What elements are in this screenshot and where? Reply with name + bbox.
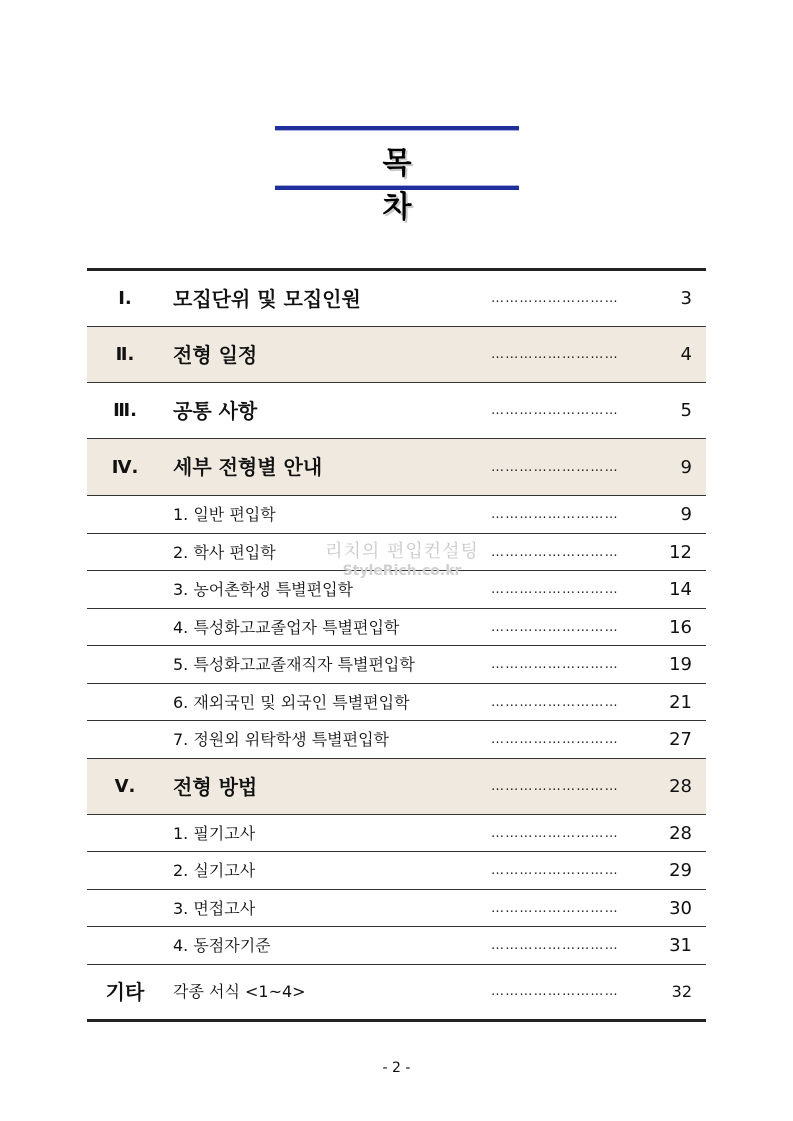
watermark-line2: StyleRich.co.kr — [342, 563, 462, 579]
toc-subentry[interactable] — [87, 852, 706, 890]
toc-entry-label: 전형 일정 — [173, 343, 258, 367]
toc-entry-number: Ⅱ. — [115, 344, 135, 365]
toc-entry-dot-leader: ……………………… — [491, 779, 619, 794]
toc-entry-dot-leader: ……………………… — [491, 460, 619, 475]
toc-entry-label: 6. 재외국민 및 외국인 특별편입학 — [173, 693, 410, 712]
toc-entry-label: 2. 실기고사 — [173, 861, 256, 880]
toc-entry-dot-leader: ……………………… — [491, 620, 619, 635]
toc-entry-number: 기타 — [105, 980, 145, 1004]
toc-entry-dot-leader: ……………………… — [491, 695, 619, 710]
toc-entry-page: 14 — [669, 579, 692, 600]
toc-entry-dot-leader: ……………………… — [491, 582, 619, 597]
toc-entry[interactable] — [87, 439, 706, 496]
toc-entry-dot-leader: ……………………… — [491, 507, 619, 522]
toc-entry-dot-leader: ……………………… — [491, 403, 619, 418]
toc-bottom-rule — [87, 1019, 706, 1022]
toc-entry-dot-leader: ……………………… — [491, 826, 619, 841]
toc-entry-label: 각종 서식 <1~4> — [173, 982, 306, 1001]
toc-entry-dot-leader: ……………………… — [491, 901, 619, 916]
toc-entry-dot-leader: ……………………… — [491, 347, 619, 362]
toc-entry-page: 3 — [680, 288, 692, 309]
toc-entry-page: 5 — [680, 400, 692, 421]
toc-entry-dot-leader: ……………………… — [491, 545, 619, 560]
toc-title-box — [275, 126, 519, 225]
title-bottom-rule — [275, 185, 519, 190]
toc-entry-page: 28 — [669, 776, 692, 797]
toc-entry-number: Ⅳ. — [111, 457, 139, 478]
toc-entry-page: 9 — [680, 504, 692, 525]
toc-entry-dot-leader: ……………………… — [491, 657, 619, 672]
toc-entry-label: 4. 특성화고교졸업자 특별편입학 — [173, 618, 400, 637]
toc-entry-page: 12 — [669, 542, 692, 563]
toc-entry-page: 4 — [680, 344, 692, 365]
toc-entry-number: Ⅲ. — [113, 400, 137, 421]
toc-entry[interactable] — [87, 759, 706, 815]
toc-subentry[interactable] — [87, 646, 706, 684]
toc-entry-page: 31 — [669, 935, 692, 956]
toc-subentry[interactable] — [87, 815, 706, 852]
toc-entry-label: 3. 면접고사 — [173, 899, 256, 918]
toc-entry-page: 27 — [669, 729, 692, 750]
toc-subentry[interactable] — [87, 721, 706, 759]
toc-entry[interactable] — [87, 271, 706, 327]
toc-entry-page: 21 — [669, 692, 692, 713]
watermark-line1: 리치의 편입컨설팅 — [325, 541, 479, 562]
toc-entry[interactable] — [87, 965, 706, 1019]
toc-subentry[interactable] — [87, 496, 706, 534]
toc-entry-label: 3. 농어촌학생 특별편입학 — [173, 580, 353, 599]
toc-entry-page: 9 — [680, 457, 692, 478]
toc-entry-label: 2. 학사 편입학 — [173, 543, 276, 562]
toc-entry-dot-leader: ……………………… — [491, 291, 619, 306]
toc-entry-dot-leader: ……………………… — [491, 732, 619, 747]
toc-entry[interactable] — [87, 383, 706, 439]
toc-entry-dot-leader: ……………………… — [491, 938, 619, 953]
toc-subentry[interactable] — [87, 534, 706, 571]
toc-entry-label: 전형 방법 — [173, 775, 258, 799]
toc-entry-dot-leader: ……………………… — [491, 984, 619, 999]
toc-entry-page: 16 — [669, 617, 692, 638]
toc-entry-number: Ⅴ. — [114, 776, 136, 797]
page-title: 목 차 — [382, 146, 464, 225]
toc-entry-label: 4. 동점자기준 — [173, 936, 271, 955]
title-top-rule — [275, 126, 519, 131]
toc-entry-page: 32 — [671, 982, 692, 1001]
toc-entry-label: 1. 일반 편입학 — [173, 505, 276, 524]
page-number: - 2 - — [382, 1060, 411, 1076]
toc-entry-label: 공통 사항 — [173, 399, 258, 423]
toc-subentry[interactable] — [87, 684, 706, 721]
toc-entry-label: 1. 필기고사 — [173, 824, 256, 843]
toc-subentry[interactable] — [87, 571, 706, 609]
toc-entry-label: 세부 전형별 안내 — [173, 455, 323, 479]
toc-entry-label: 모집단위 및 모집인원 — [173, 287, 361, 311]
toc-entry-label: 5. 특성화고교졸재직자 특별편입학 — [173, 655, 415, 674]
toc-entry-page: 19 — [669, 654, 692, 675]
toc-entry-dot-leader: ……………………… — [491, 863, 619, 878]
toc-entry-page: 30 — [669, 898, 692, 919]
toc-entry-page: 28 — [669, 823, 692, 844]
toc-entry-label: 7. 정원외 위탁학생 특별편입학 — [173, 730, 389, 749]
toc-entry-page: 29 — [669, 860, 692, 881]
toc-subentry[interactable] — [87, 927, 706, 965]
toc-subentry[interactable] — [87, 609, 706, 646]
toc-entry[interactable] — [87, 327, 706, 383]
toc-entry-number: Ⅰ. — [118, 288, 132, 309]
toc-subentry[interactable] — [87, 890, 706, 927]
